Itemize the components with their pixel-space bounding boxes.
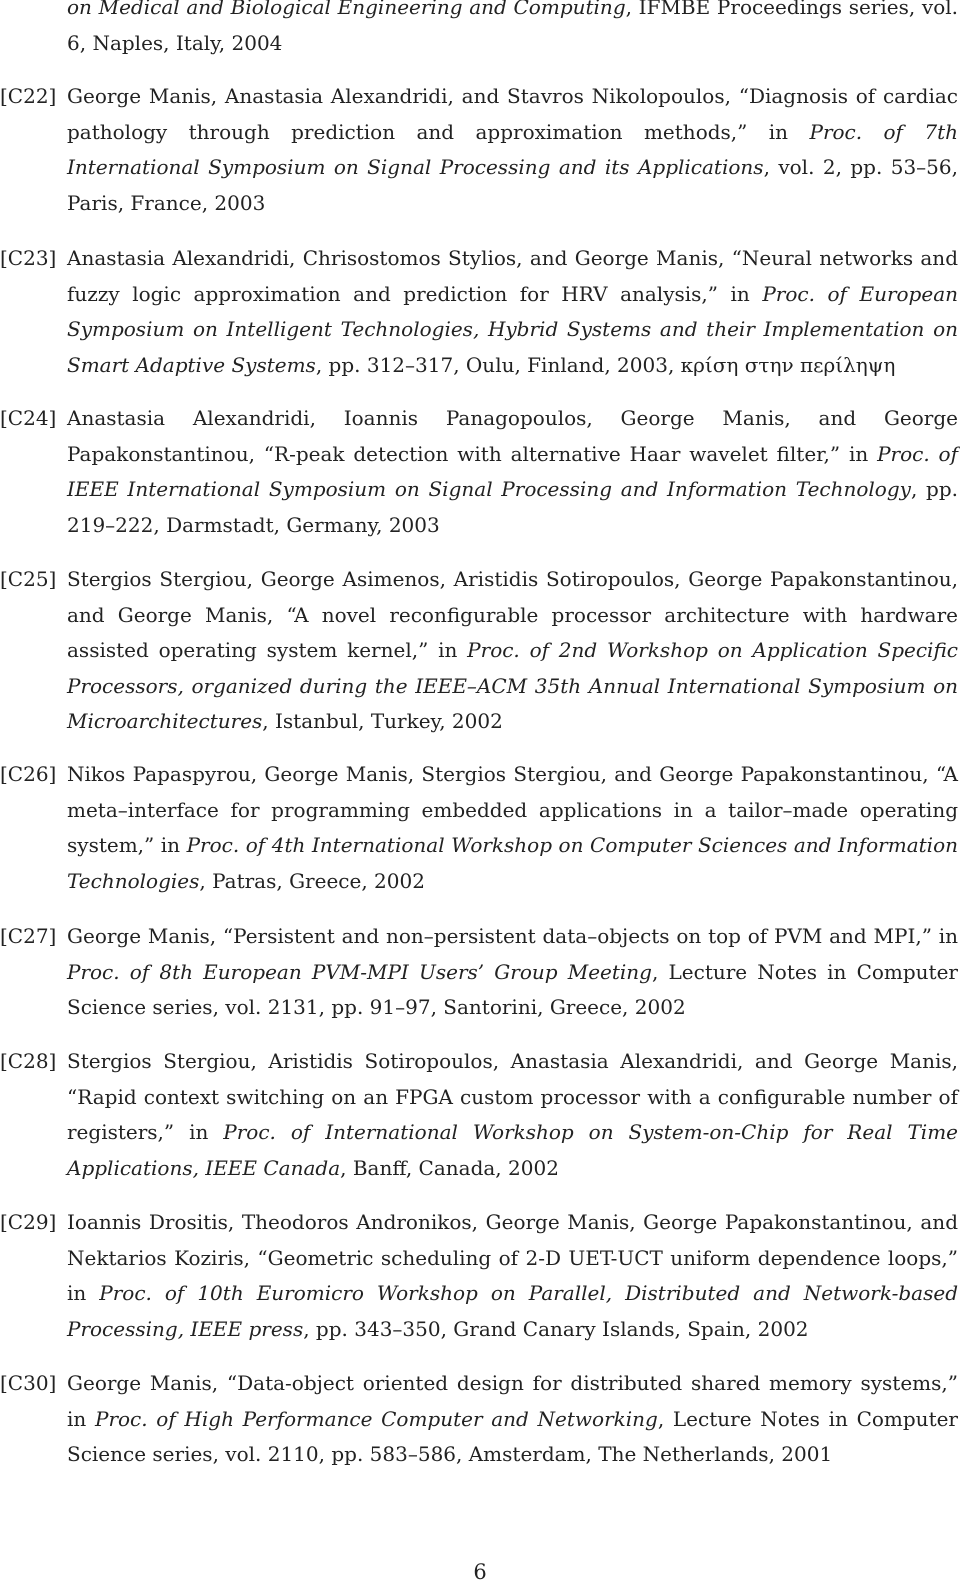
reference-details: , Lecture Notes in Computer Science series, vol. 2131, pp. 91–97, Santorini, Greece, 2002 <box>67 959 958 1019</box>
reference-text <box>67 1044 958 1186</box>
reference-authors-title: Stergios Stergiou, George Asimenos, Aristidis Sotiropoulos, George Papakonstantinou, and George Manis, “A novel reconfigurable processor architecture with hardware assisted operating system kernel,” in <box>67 567 958 662</box>
reference-venue: Proc. of European Symposium on Intelligent Technologies, Hybrid Systems and their Implementation on Smart Adaptive Systems <box>67 281 958 377</box>
reference-label: [C22] <box>0 84 57 108</box>
reference-label: [C29] <box>0 1210 57 1234</box>
reference-c30 <box>0 1366 958 1473</box>
reference-label: [C30] <box>0 1371 57 1395</box>
reference-venue: on Medical and Biological Engineering and Computing <box>67 0 626 19</box>
reference-label: [C24] <box>0 406 57 430</box>
page-number: 6 <box>473 1560 487 1584</box>
reference-authors-title: Stergios Stergiou, Aristidis Sotiropoulos, Anastasia Alexandridi, and George Manis, “Rapid context switching on an FPGA custom processor with a configurable number of registers,” in <box>67 1049 958 1144</box>
reference-venue: Proc. of International Workshop on System-on-Chip for Real Time Applications, IEEE Canada <box>67 1120 958 1180</box>
reference-details: , pp. 312–317, Oulu, Finland, 2003, κρίση στην περίληψη <box>315 352 896 377</box>
reference-venue: Proc. of 8th European PVM-MPI Users’ Group Meeting <box>67 959 652 984</box>
reference-venue: Proc. of High Performance Computer and Networking <box>94 1406 658 1431</box>
reference-c22 <box>0 79 958 221</box>
reference-text <box>67 1205 958 1347</box>
reference-authors-title: Anastasia Alexandridi, Chrisostomos Stylios, and George Manis, “Neural networks and fuzzy logic approximation and prediction for HRV analysis,” in <box>67 246 958 306</box>
reference-label: [C23] <box>0 246 57 270</box>
reference-venue: Proc. of 2nd Workshop on Application Specific Processors, organized during the IEEE–ACM 35th Annual International Symposium on Microarchitectures <box>67 638 958 733</box>
reference-label: [C25] <box>0 567 57 591</box>
reference-c25 <box>0 562 958 740</box>
reference-authors-title: Ioannis Drositis, Theodoros Andronikos, George Manis, George Papakonstantinou, and Nektarios Koziris, “Geometric scheduling of 2-D UET-UCT uniform dependence loops,” in <box>67 1210 958 1305</box>
reference-authors-title: George Manis, Anastasia Alexandridi, and Stavros Nikolopoulos, “Diagnosis of cardiac pathology through prediction and approximation methods,” in <box>67 84 958 144</box>
reference-authors-title: Anastasia Alexandridi, Ioannis Panagopoulos, George Manis, and George Papakonstantinou, “R-peak detection with alternative Haar wavelet filter,” in <box>67 406 958 466</box>
reference-details: , Lecture Notes in Computer Science series, vol. 2110, pp. 583–586, Amsterdam, The Netherlands, 2001 <box>67 1406 958 1466</box>
reference-c26 <box>0 757 958 899</box>
reference-c28 <box>0 1044 958 1186</box>
reference-venue: Proc. of 10th Euromicro Workshop on Parallel, Distributed and Network-based Processing, IEEE press <box>67 1281 958 1341</box>
reference-details: , Istanbul, Turkey, 2002 <box>262 709 503 733</box>
reference-text <box>67 241 958 383</box>
reference-text <box>67 79 958 221</box>
reference-details: , pp. 343–350, Grand Canary Islands, Spain, 2002 <box>303 1316 809 1341</box>
reference-authors-title: George Manis, “Data-object oriented design for distributed shared memory systems,” in <box>67 1371 958 1431</box>
reference-text <box>67 0 958 61</box>
reference-c27 <box>0 919 958 1026</box>
reference-label: [C28] <box>0 1049 57 1073</box>
reference-venue: Proc. of IEEE International Symposium on Signal Processing and Information Technology <box>67 441 958 501</box>
reference-text <box>67 562 958 740</box>
reference-details: , Banff, Canada, 2002 <box>340 1155 559 1180</box>
reference-details: , IFMBE Proceedings series, vol. 6, Naples, Italy, 2004 <box>67 0 959 55</box>
reference-authors-title: George Manis, “Persistent and non–persistent data–objects on top of PVM and MPI,” in <box>67 924 958 948</box>
reference-label-empty <box>0 0 67 61</box>
reference-text <box>67 401 958 543</box>
reference-text <box>67 1366 958 1473</box>
reference-venue: Proc. of 4th International Workshop on Computer Sciences and Information Technologies <box>67 833 958 893</box>
reference-details: , vol. 2, pp. 53–56, Paris, France, 2003 <box>67 155 958 215</box>
reference-authors-title: Nikos Papaspyrou, George Manis, Stergios Stergiou, and George Papakonstantinou, “A meta–interface for programming embedded applications in a tailor–made operating system,” in <box>67 762 958 857</box>
reference-continuation <box>0 0 958 61</box>
reference-c29 <box>0 1205 958 1347</box>
reference-label: [C26] <box>0 762 57 786</box>
reference-details: , pp. 219–222, Darmstadt, Germany, 2003 <box>67 477 958 537</box>
reference-venue: Proc. of 7th International Symposium on Signal Processing and its Applications <box>67 119 959 179</box>
reference-c24 <box>0 401 958 543</box>
reference-c23 <box>0 241 958 383</box>
reference-text <box>67 919 958 1026</box>
reference-text <box>67 757 958 899</box>
reference-label: [C27] <box>0 924 57 948</box>
reference-details: , Patras, Greece, 2002 <box>199 868 425 893</box>
